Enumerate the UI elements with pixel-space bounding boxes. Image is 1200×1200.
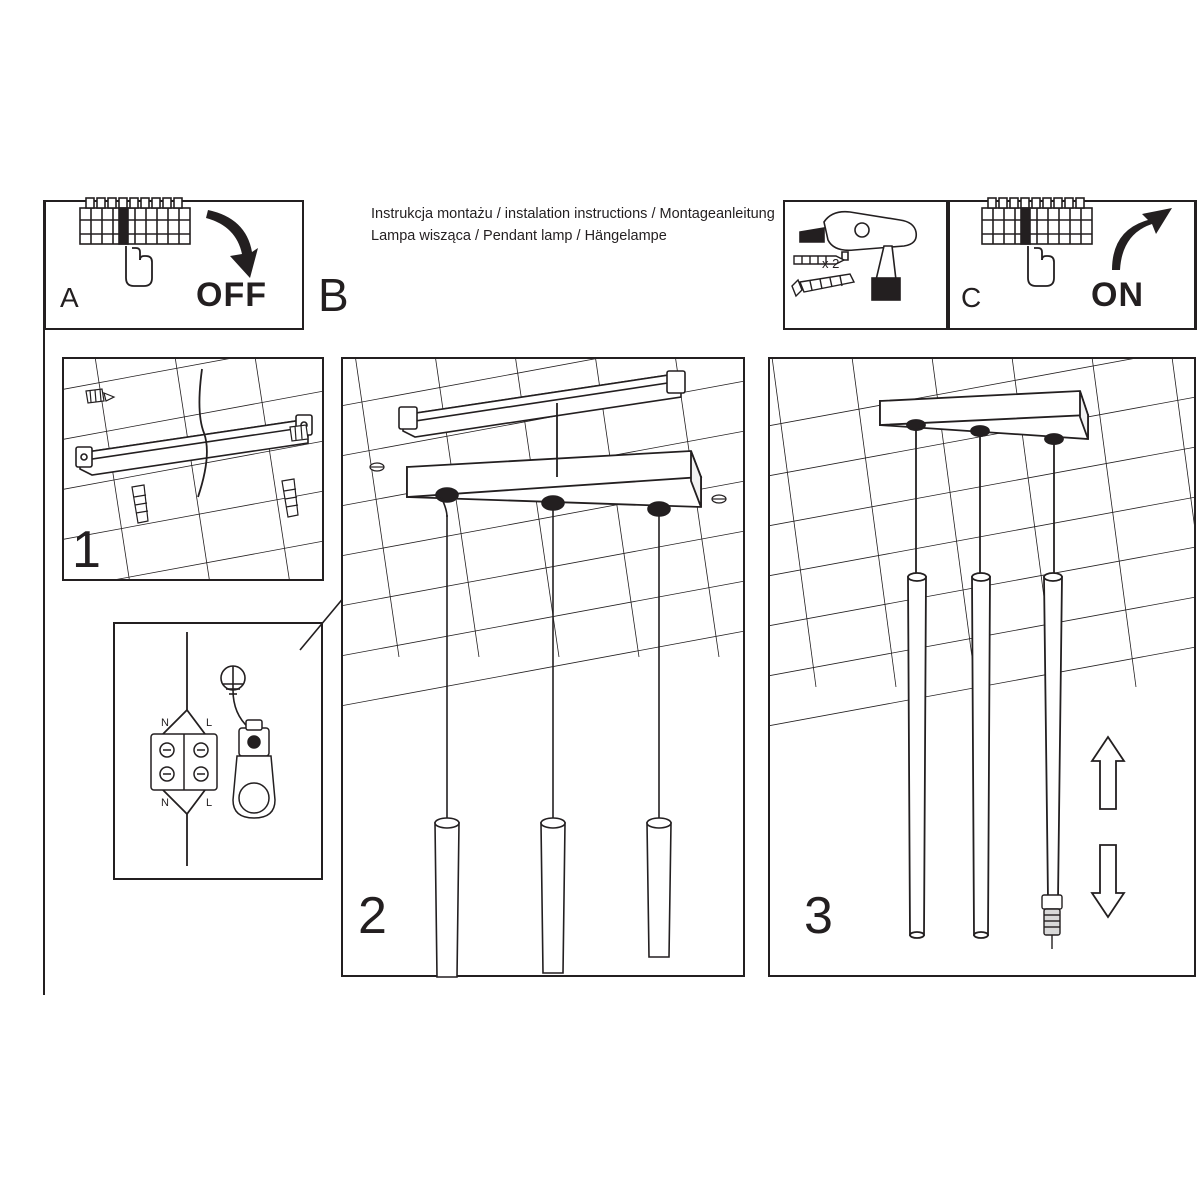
- wall-plug-icon-2: [282, 479, 298, 517]
- title-line-1: Instrukcja montażu / instalation instructions / Montageanleitung: [371, 206, 775, 222]
- step-1-number: 1: [72, 521, 101, 579]
- step-2-number: 2: [358, 887, 387, 945]
- down-arrow-icon: [1092, 845, 1124, 917]
- terminal-label-l-top: L: [206, 717, 213, 729]
- panel-a-graphic: [60, 204, 300, 324]
- up-arrow-icon: [1092, 737, 1124, 809]
- title-block: [371, 203, 801, 248]
- cable-icon: [198, 369, 207, 497]
- terminal-label-l-bottom: L: [206, 797, 213, 809]
- curved-arrow-up-icon: [1112, 208, 1172, 270]
- three-pendant-tubes-icon: [435, 488, 671, 977]
- wall-plug-icon: [290, 425, 308, 441]
- terminal-label-n-top: N: [161, 717, 169, 729]
- cable-clamp-icon: [1042, 895, 1062, 949]
- screw-icon: [792, 274, 854, 296]
- screw-icon: [86, 389, 114, 403]
- panel-c-graphic: [962, 204, 1198, 324]
- terminal-connector-icon: [151, 734, 217, 790]
- finger-icon: [126, 246, 152, 286]
- step-3-number: 3: [804, 887, 833, 945]
- wiring-detail-graphic: [113, 622, 323, 880]
- step-3-graphic: [768, 357, 1196, 977]
- screw-icon-2: [132, 485, 148, 523]
- mounting-bar-icon: [76, 415, 312, 475]
- terminal-block-finger-icon: [80, 198, 190, 244]
- panel-c-action-text: ON: [1091, 276, 1144, 314]
- panel-a-action-text: OFF: [196, 276, 267, 314]
- panel-c-label: C: [961, 282, 982, 313]
- finger-icon: [1028, 246, 1054, 286]
- tool-quantity-label: x 2: [822, 256, 840, 271]
- terminal-label-n-bottom: N: [161, 797, 169, 809]
- panel-b-label: B: [318, 269, 349, 321]
- curved-arrow-down-icon: [206, 210, 258, 278]
- step-1-graphic: [62, 357, 324, 581]
- title-line-2: Lampa wisząca / Pendant lamp / Hängelampe: [371, 228, 667, 245]
- lamp-socket-icon: [233, 720, 275, 818]
- terminal-block-finger-icon: [982, 198, 1092, 244]
- panel-tools-graphic: [788, 202, 948, 328]
- panel-a-label: A: [60, 282, 79, 313]
- step-2-graphic: [341, 357, 745, 977]
- earth-ground-icon: [221, 666, 249, 728]
